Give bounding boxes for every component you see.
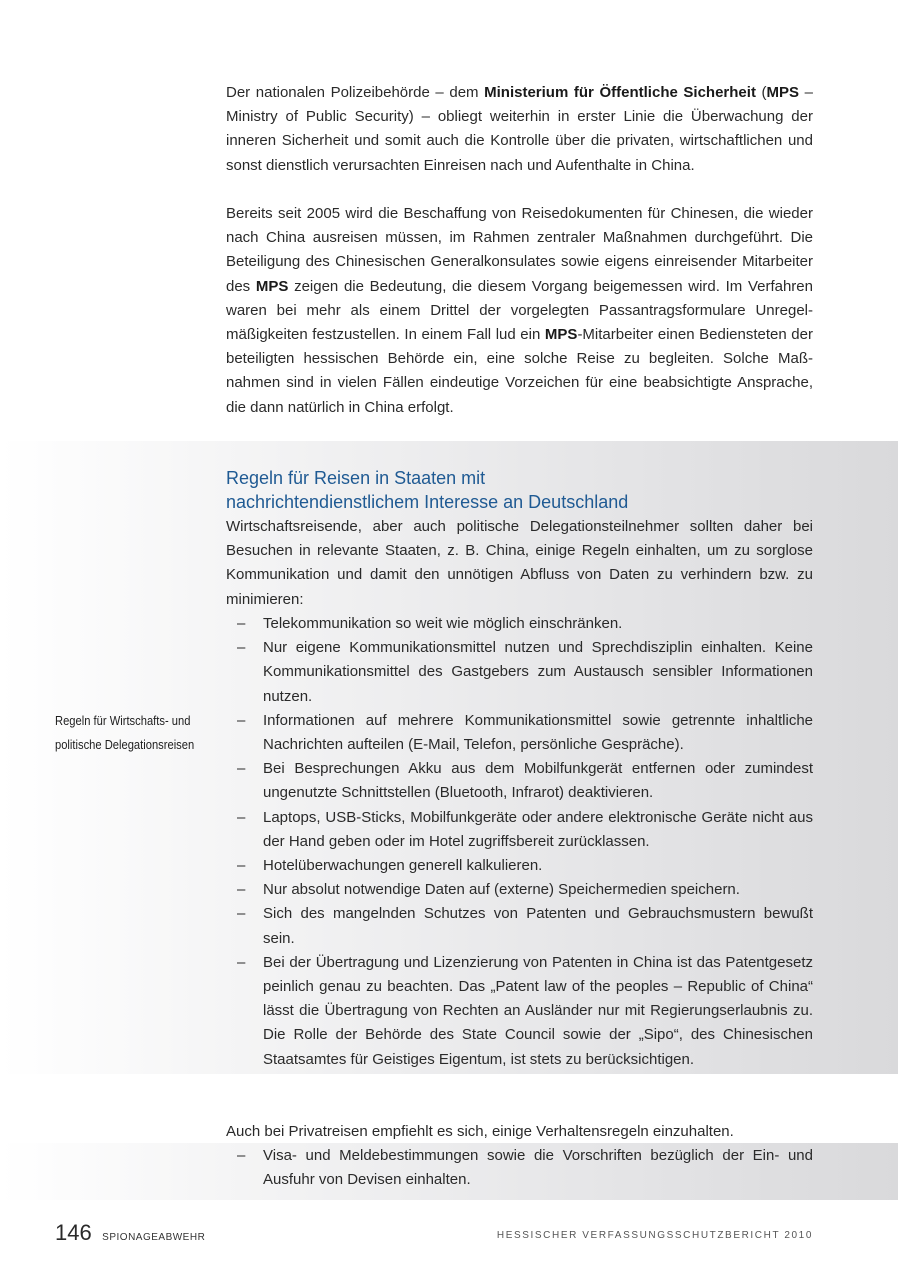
publication-title: HESSISCHER VERFASSUNGSSCHUTZBERICHT 2010 [496, 1230, 813, 1241]
dash-bullet: – [237, 639, 246, 657]
section-name: SPIONAGEABWEHR [102, 1232, 206, 1243]
dash-bullet: – [237, 881, 246, 899]
list-item: – Sich des mangelnden Schutzes von Patenten und Gebrauchsmustern bewußt sein. [226, 902, 813, 950]
margin-note-line-2: politische Delegationsreisen [55, 737, 195, 753]
paragraph-mps-intro: Der nationalen Polizeibehörde – dem Ministerium für Öffentliche Sicherheit (MPS – Ministry of Public Security) – obliegt weiterhin in erster Linie die Überwachung der inneren Sicherheit und somit auch die Kontrolle über die privaten, wirtschaftlichen und sonst dienstlich verursachten Einreisen nach und Aufenthalte in China. [226, 84, 813, 174]
bold-mps: MPS [544, 326, 578, 344]
rules-heading-line-1: Regeln für Reisen in Staaten mit [226, 468, 486, 488]
list-item: – Nur absolut notwendige Daten auf (externe) Speichermedien speichern. [226, 878, 813, 902]
dash-bullet: – [237, 615, 246, 632]
rules-list [226, 612, 813, 1072]
list-item: – Telekommunikation so weit wie möglich einschränken. [226, 612, 813, 636]
bold-mps: MPS [255, 277, 289, 295]
paragraph-private-travel: Auch bei Privatreisen empfiehlt es sich, einige Verhaltensregeln einzuhalten. [226, 1123, 734, 1140]
margin-note-line-1: Regeln für Wirtschafts- und [55, 713, 191, 728]
list-item: – Visa- und Meldebestimmungen sowie die Vorschriften bezüglich der Ein- und Ausfuhr von Devisen einhalten. [226, 1144, 813, 1192]
dash-bullet: – [237, 760, 246, 778]
dash-bullet: – [237, 808, 246, 826]
private-rules-list [226, 1144, 813, 1192]
list-item: – Hotelüberwachungen generell kalkulieren. [226, 854, 813, 878]
dash-bullet: – [237, 857, 246, 875]
dash-bullet: – [237, 905, 246, 923]
dash-bullet: – [237, 1147, 246, 1164]
margin-note [55, 709, 197, 757]
rules-intro: Wirtschaftsreisende, aber auch politische Delegationsteilnehmer sollten daher bei Besuchen in relevante Staaten, z. B. China, einige Regeln einhalten, um zu sorglose Kommunikation und damit den unnötigen Abfluss von Daten zu verhindern bzw. zu minimieren: [226, 518, 813, 608]
footer-left [55, 1220, 205, 1246]
dash-bullet: – [237, 953, 246, 971]
list-item: – Nur eigene Kommunikationsmittel nutzen und Sprechdisziplin einhalten. Keine Kommunikationsmittel des Gastgebers zum Austausch sensibler Informationen nutzen. [226, 636, 813, 709]
paragraph-travel-documents: Bereits seit 2005 wird die Beschaffung von Reisedokumenten für Chinesen, die wieder nach China ausreisen müssen, im Rahmen zentraler Maßnahmen durchgeführt. Die Beteiligung des Chinesischen Generalkonsulates sowie eigens einreisender Mitarbeiter des MPS zeigen die Bedeutung, die diesem Vorgang beigemessen wird. Im Verfahren waren bei mehr als einem Drittel der vorgelegten Passantragsformulare Unregelmäßigkeiten festzustellen. In einem Fall lud ein MPS-Mitarbeiter einen Bediensteten der beteiligten hessischen Behörde ein, eine solche Reise zu begleiten. Solche Maßnahmen sind in vielen Fällen eindeutige Vorzeichen für eine beabsichtigte Ansprache, die dann natürlich in China erfolgt. [226, 205, 813, 416]
rules-heading [226, 466, 813, 515]
list-item: – Laptops, USB-Sticks, Mobilfunkgeräte oder andere elektronische Geräte nicht aus der Hand geben oder im Hotel zugriffsbereit zurücklassen. [226, 806, 813, 854]
list-item: – Bei Besprechungen Akku aus dem Mobilfunkgerät entfernen oder zumindest ungenutzte Schnittstellen (Bluetooth, Infrarot) deaktivieren. [226, 757, 813, 805]
list-item: – Informationen auf mehrere Kommunikationsmittel sowie getrennte inhaltliche Nachrichten aufteilen (E-Mail, Telefon, persönliche Gespräche). [226, 709, 813, 757]
rules-heading-line-2: nachrichtendienstlichem Interesse an Deutschland [226, 492, 629, 513]
dash-bullet: – [237, 711, 246, 729]
page-number: 146 [55, 1220, 92, 1245]
bold-ministry-name: Ministerium für Öffentliche Sicherheit [484, 84, 756, 101]
bold-mps: MPS [766, 84, 800, 101]
list-item: – Bei der Übertragung und Lizenzierung von Patenten in China ist das Patentgesetz peinlich genau zu beachten. Das „Patent law of the peoples – Republic of China“ lässt die Übertragung von Rechten an Ausländer nur mit Regierungserlaubnis zu. Die Rolle der Behörde des State Council sowie der „Sipo“, des Chinesischen Staatsamtes für Geistiges Eigentum, ist stets zu berücksichtigen. [226, 951, 813, 1072]
